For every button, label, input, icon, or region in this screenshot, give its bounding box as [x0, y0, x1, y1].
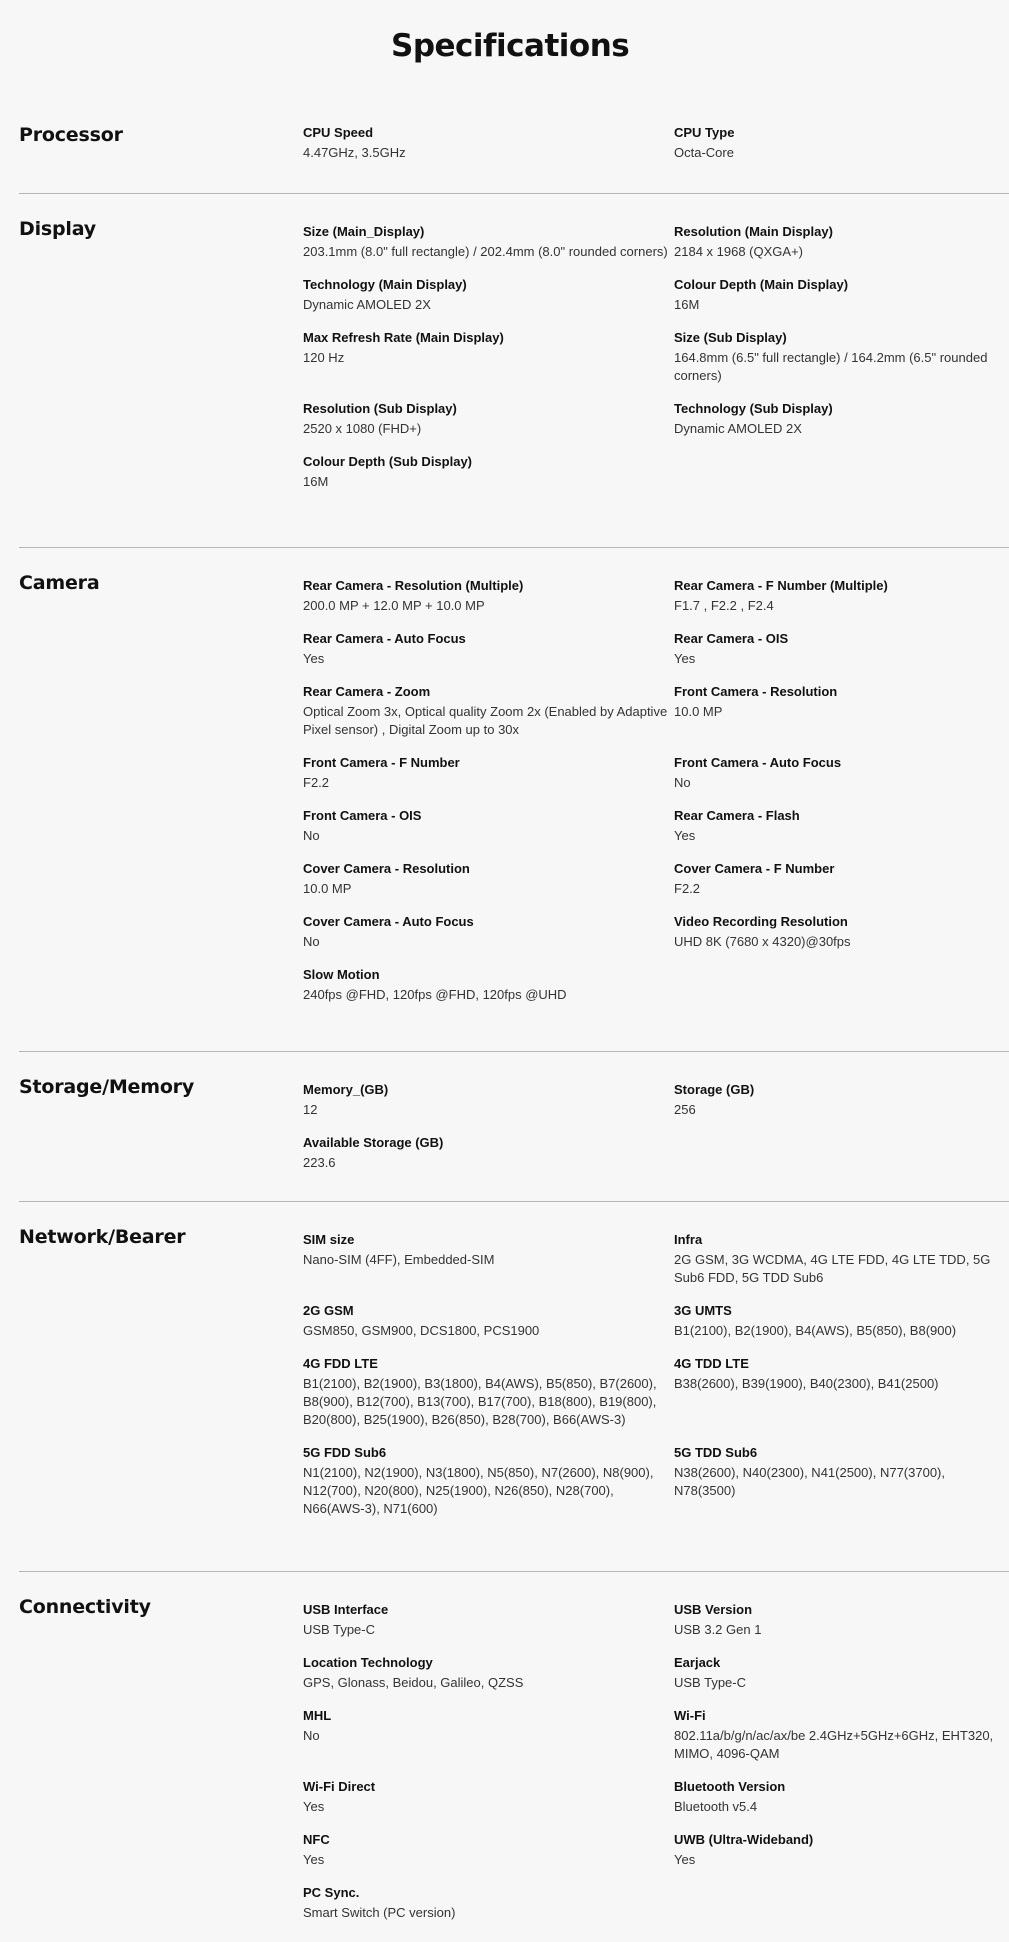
section-storage-memory	[19, 1051, 1009, 1201]
spec-value: GSM850, GSM900, DCS1800, PCS1900	[303, 1323, 540, 1338]
spec-value: 203.1mm (8.0" full rectangle) / 202.4mm (8.0" rounded corners)	[303, 244, 668, 259]
spec-item	[303, 754, 674, 792]
spec-item	[674, 276, 1009, 314]
spec-item	[674, 1778, 1009, 1816]
spec-value: Yes	[674, 651, 696, 666]
spec-value: 16M	[303, 474, 329, 489]
spec-item	[303, 276, 674, 314]
spec-item	[674, 683, 1009, 739]
spec-item	[303, 400, 674, 438]
spec-item	[303, 1081, 674, 1119]
section-title: Display	[19, 218, 96, 240]
spec-value: Yes	[303, 651, 325, 666]
spec-value: 4.47GHz, 3.5GHz	[303, 145, 406, 160]
spec-label: Max Refresh Rate (Main Display)	[303, 330, 504, 345]
spec-grid	[303, 124, 1009, 162]
spec-label: Rear Camera - Resolution (Multiple)	[303, 578, 524, 593]
section-title: Storage/Memory	[19, 1076, 195, 1098]
spec-label: Video Recording Resolution	[674, 914, 848, 929]
spec-label: 4G FDD LTE	[303, 1356, 378, 1371]
spec-value: N38(2600), N40(2300), N41(2500), N77(3700), N78(3500)	[674, 1465, 945, 1498]
spec-item	[303, 1654, 674, 1692]
spec-value: F1.7 , F2.2 , F2.4	[674, 598, 774, 613]
section-connectivity	[19, 1571, 1009, 1942]
spec-value: Dynamic AMOLED 2X	[674, 421, 802, 436]
section-processor	[19, 124, 1009, 193]
section-title: Connectivity	[19, 1596, 151, 1618]
spec-item	[674, 630, 1009, 668]
spec-label: CPU Speed	[303, 125, 374, 140]
spec-label: Storage (GB)	[674, 1082, 755, 1097]
spec-label: Available Storage (GB)	[303, 1135, 444, 1150]
spec-item	[674, 1831, 1009, 1869]
spec-value: UHD 8K (7680 x 4320)@30fps	[674, 934, 851, 949]
spec-label: Size (Main_Display)	[303, 224, 425, 239]
spec-value: Dynamic AMOLED 2X	[303, 297, 431, 312]
spec-label: Front Camera - F Number	[303, 755, 460, 770]
spec-label: 5G TDD Sub6	[674, 1445, 758, 1460]
spec-value: 2G GSM, 3G WCDMA, 4G LTE FDD, 4G LTE TDD, 5G Sub6 FDD, 5G TDD Sub6	[674, 1252, 991, 1285]
spec-label: Cover Camera - F Number	[674, 861, 835, 876]
spec-item	[303, 1601, 674, 1639]
spec-value: B1(2100), B2(1900), B3(1800), B4(AWS), B5(850), B7(2600), B8(900), B12(700), B13(700), B17(700), B18(800), B19(800), B20(800), B25(1900), B26(850), B28(700), B66(AWS-3)	[303, 1376, 657, 1427]
spec-label: Memory_(GB)	[303, 1082, 389, 1097]
spec-value: No	[303, 828, 320, 843]
section-camera	[19, 547, 1009, 1051]
spec-value: 2184 x 1968 (QXGA+)	[674, 244, 803, 259]
spec-value: No	[674, 775, 691, 790]
section-display	[19, 193, 1009, 547]
spec-item	[303, 630, 674, 668]
spec-item	[674, 1355, 1009, 1429]
spec-item	[674, 124, 1009, 162]
spec-label: Location Technology	[303, 1655, 433, 1670]
section-network-bearer	[19, 1201, 1009, 1571]
spec-item	[674, 754, 1009, 792]
spec-item	[303, 1355, 674, 1429]
spec-item	[674, 223, 1009, 261]
spec-grid	[303, 1202, 1009, 1518]
spec-grid	[303, 548, 1009, 1004]
spec-item	[674, 1081, 1009, 1119]
spec-label: Wi-Fi Direct	[303, 1779, 376, 1794]
spec-label: Bluetooth Version	[674, 1779, 786, 1794]
spec-label: 5G FDD Sub6	[303, 1445, 387, 1460]
spec-item	[303, 1884, 674, 1922]
spec-item	[674, 1707, 1009, 1763]
spec-item	[303, 683, 674, 739]
spec-item	[303, 1302, 674, 1340]
spec-item	[674, 1444, 1009, 1518]
spec-label: Cover Camera - Resolution	[303, 861, 470, 876]
spec-label: Rear Camera - Flash	[674, 808, 800, 823]
spec-value: Octa-Core	[674, 145, 734, 160]
spec-label: CPU Type	[674, 125, 735, 140]
spec-value: GPS, Glonass, Beidou, Galileo, QZSS	[303, 1675, 524, 1690]
spec-label: NFC	[303, 1832, 330, 1847]
spec-label: Slow Motion	[303, 967, 380, 982]
spec-label: Wi-Fi	[674, 1708, 706, 1723]
spec-item	[674, 807, 1009, 845]
spec-value: 10.0 MP	[303, 881, 352, 896]
spec-label: Front Camera - Resolution	[674, 684, 838, 699]
spec-label: Resolution (Sub Display)	[303, 401, 457, 416]
spec-value: F2.2	[303, 775, 330, 790]
spec-label: Front Camera - OIS	[303, 808, 422, 823]
spec-item	[303, 329, 674, 385]
spec-label: Front Camera - Auto Focus	[674, 755, 842, 770]
spec-label: Cover Camera - Auto Focus	[303, 914, 474, 929]
spec-value: 240fps @FHD, 120fps @FHD, 120fps @UHD	[303, 987, 567, 1002]
spec-label: 3G UMTS	[674, 1303, 732, 1318]
spec-label: Earjack	[674, 1655, 721, 1670]
spec-label: Infra	[674, 1232, 703, 1247]
spec-value: 223.6	[303, 1155, 336, 1170]
spec-label: Colour Depth (Sub Display)	[303, 454, 472, 469]
spec-value: 256	[674, 1102, 696, 1117]
spec-value: N1(2100), N2(1900), N3(1800), N5(850), N7(2600), N8(900), N12(700), N20(800), N25(1900), N26(850), N28(700), N66(AWS-3), N71(600)	[303, 1465, 654, 1516]
spec-value: 10.0 MP	[674, 704, 723, 719]
spec-grid	[303, 1052, 1009, 1172]
spec-value: 164.8mm (6.5" full rectangle) / 164.2mm (6.5" rounded corners)	[674, 350, 988, 383]
spec-item	[674, 400, 1009, 438]
spec-value: 802.11a/b/g/n/ac/ax/be 2.4GHz+5GHz+6GHz, EHT320, MIMO, 4096-QAM	[674, 1728, 994, 1761]
page-title: Specifications	[391, 28, 630, 64]
spec-label: Rear Camera - OIS	[674, 631, 789, 646]
spec-item	[303, 577, 674, 615]
spec-item	[674, 913, 1009, 951]
spec-label: Rear Camera - Zoom	[303, 684, 431, 699]
spec-label: Resolution (Main Display)	[674, 224, 833, 239]
spec-value: Yes	[303, 1852, 325, 1867]
spec-label: Technology (Sub Display)	[674, 401, 833, 416]
spec-item	[303, 1707, 674, 1763]
spec-value: B1(2100), B2(1900), B4(AWS), B5(850), B8(900)	[674, 1323, 957, 1338]
spec-value: Yes	[303, 1799, 325, 1814]
spec-item	[674, 1302, 1009, 1340]
spec-value: 16M	[674, 297, 700, 312]
spec-label: USB Interface	[303, 1602, 389, 1617]
spec-value: Yes	[674, 1852, 696, 1867]
spec-label: Size (Sub Display)	[674, 330, 787, 345]
spec-item	[674, 860, 1009, 898]
spec-item	[303, 860, 674, 898]
spec-value: 12	[303, 1102, 318, 1117]
spec-item	[303, 807, 674, 845]
spec-value: USB Type-C	[674, 1675, 747, 1690]
spec-label: UWB (Ultra-Wideband)	[674, 1832, 814, 1847]
section-title: Network/Bearer	[19, 1226, 186, 1248]
spec-value: Optical Zoom 3x, Optical quality Zoom 2x (Enabled by Adaptive Pixel sensor) , Digital Zoom up to 30x	[303, 704, 668, 737]
spec-label: MHL	[303, 1708, 332, 1723]
spec-item	[303, 913, 674, 951]
specifications-list	[19, 124, 1009, 1942]
spec-item	[303, 1231, 674, 1287]
spec-label: Rear Camera - F Number (Multiple)	[674, 578, 888, 593]
spec-item	[674, 577, 1009, 615]
spec-item	[303, 1134, 674, 1172]
spec-label: SIM size	[303, 1232, 355, 1247]
spec-value: 2520 x 1080 (FHD+)	[303, 421, 422, 436]
spec-label: PC Sync.	[303, 1885, 360, 1900]
spec-item	[303, 223, 674, 261]
spec-item	[674, 329, 1009, 385]
spec-value: Bluetooth v5.4	[674, 1799, 758, 1814]
section-title: Camera	[19, 572, 100, 594]
spec-item	[303, 453, 674, 491]
spec-item	[303, 966, 674, 1004]
spec-label: USB Version	[674, 1602, 753, 1617]
spec-label: 2G GSM	[303, 1303, 354, 1318]
spec-value: Smart Switch (PC version)	[303, 1905, 456, 1920]
spec-value: 200.0 MP + 12.0 MP + 10.0 MP	[303, 598, 485, 613]
spec-item	[303, 1778, 674, 1816]
spec-item	[303, 1444, 674, 1518]
spec-value: Nano-SIM (4FF), Embedded-SIM	[303, 1252, 495, 1267]
spec-item	[674, 1231, 1009, 1287]
spec-grid	[303, 194, 1009, 491]
spec-item	[303, 124, 674, 162]
spec-value: F2.2	[674, 881, 701, 896]
spec-value: No	[303, 934, 320, 949]
spec-value: USB Type-C	[303, 1622, 376, 1637]
spec-label: Technology (Main Display)	[303, 277, 467, 292]
spec-value: USB 3.2 Gen 1	[674, 1622, 762, 1637]
spec-grid	[303, 1572, 1009, 1922]
spec-value: Yes	[674, 828, 696, 843]
spec-item	[303, 1831, 674, 1869]
spec-value: No	[303, 1728, 320, 1743]
spec-item	[674, 1654, 1009, 1692]
spec-label: Colour Depth (Main Display)	[674, 277, 849, 292]
spec-item	[674, 1601, 1009, 1639]
spec-label: 4G TDD LTE	[674, 1356, 749, 1371]
spec-value: B38(2600), B39(1900), B40(2300), B41(2500)	[674, 1376, 939, 1391]
spec-value: 120 Hz	[303, 350, 345, 365]
spec-label: Rear Camera - Auto Focus	[303, 631, 466, 646]
section-title: Processor	[19, 124, 123, 146]
